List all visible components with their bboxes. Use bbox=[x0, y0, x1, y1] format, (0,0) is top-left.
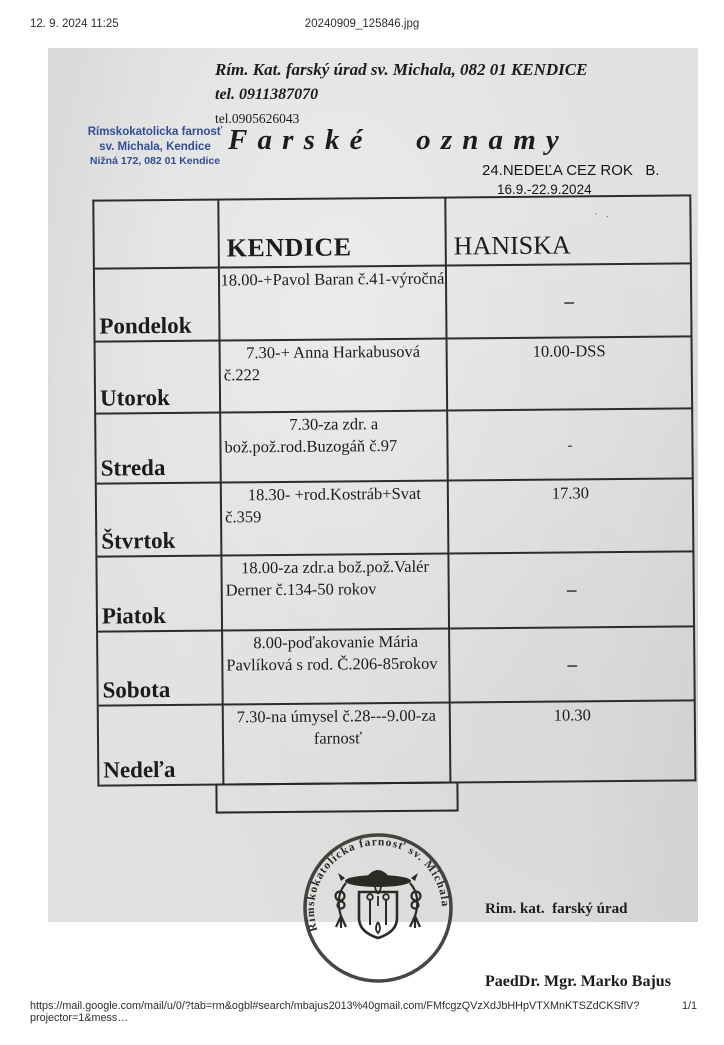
kendice-cell bbox=[221, 412, 449, 484]
seal-coat-of-arms bbox=[336, 870, 421, 938]
letterhead-phone1: tel. 0911387070 bbox=[215, 86, 319, 103]
day-label: Sobota bbox=[102, 676, 171, 703]
parish-stamp-line3: Nižná 172, 082 01 Kendice bbox=[89, 154, 221, 167]
kendice-cell bbox=[224, 704, 452, 786]
day-label: Piatok bbox=[101, 603, 166, 629]
liturgical-week: 24.NEDEĽA CEZ ROK B. bbox=[482, 162, 660, 179]
haniska-cell: 10.30 bbox=[451, 701, 697, 783]
mass-intention: 7.30-za zdr. a bbox=[289, 414, 379, 434]
mass-intention: 8.00-poďakovanie Mária bbox=[253, 631, 419, 653]
mass-intention-cont: č.359 bbox=[224, 506, 262, 527]
mass-intention-cont: Derner č.134-50 rokov bbox=[225, 578, 377, 600]
kendice-cell bbox=[221, 340, 449, 414]
table-row-day bbox=[99, 706, 225, 787]
haniska-cell: - bbox=[448, 409, 694, 481]
mass-intention-cont: Pavlíková s rod. Č.206-85rokov bbox=[226, 653, 438, 675]
haniska-cell: 10.00-DSS bbox=[448, 337, 694, 411]
table-row-day bbox=[95, 269, 221, 343]
table-row-day bbox=[98, 632, 224, 707]
haniska-cell: 17.30 bbox=[449, 479, 695, 554]
signature-name: PaedDr. Mgr. Marko Bajus bbox=[485, 973, 671, 991]
table-row-day bbox=[97, 484, 223, 558]
mass-intention: 18.00-+Pavol Baran č.41-výročná bbox=[220, 268, 445, 290]
signature-office: Rim. kat. farský úrad bbox=[485, 900, 628, 917]
parish-stamp bbox=[70, 125, 240, 169]
mass-intention: 18.00-za zdr.a bož.pož.Valér bbox=[241, 556, 430, 578]
scan-artifact-dots: · . bbox=[594, 209, 612, 221]
table-row-day bbox=[96, 342, 222, 415]
week-dates: 16.9.-22.9.2024 bbox=[497, 182, 592, 197]
header-cell-haniska bbox=[446, 196, 692, 266]
mass-schedule-table bbox=[92, 194, 697, 821]
letterhead-phone2: tel.0905626043 bbox=[215, 111, 300, 126]
parish-stamp-line2: sv. Michala, Kendice bbox=[99, 140, 211, 153]
table-row-day bbox=[97, 557, 223, 633]
day-label: Utorok bbox=[99, 384, 170, 411]
mass-intention: 7.30-na úmysel č.28---9.00-za bbox=[236, 705, 437, 727]
day-label: Pondelok bbox=[99, 312, 192, 339]
kendice-cell bbox=[222, 555, 450, 632]
print-source-url: https://mail.google.com/mail/u/0/?tab=rm&ogbl#search/mbajus2013%40gmail.com/FMfcgzQVzXdJbHHpVTXMnKTSZdCKSflV?projector=1&mess… bbox=[30, 1000, 640, 1024]
document-title: Farské oznamy bbox=[228, 124, 569, 156]
parish-seal bbox=[293, 823, 463, 993]
haniska-cell: – bbox=[449, 552, 695, 629]
print-datetime: 12. 9. 2024 11:25 bbox=[30, 18, 119, 30]
print-page-number: 1/1 bbox=[681, 1000, 697, 1012]
empty-bottom-cell bbox=[215, 781, 458, 813]
seal-ring-text: Rímskokatolícka farnosť sv. Michala bbox=[304, 836, 452, 933]
mass-intention-cont: bož.pož.rod.Buzogáň č.97 bbox=[224, 435, 398, 457]
kendice-cell bbox=[220, 267, 448, 342]
mass-intention-cont: farnosť bbox=[313, 728, 363, 748]
letterhead-line1: Rím. Kat. farský úrad sv. Michala, 082 01 KENDICE bbox=[215, 60, 588, 79]
haniska-cell: – bbox=[450, 627, 696, 703]
day-label: Štvrtok bbox=[101, 527, 176, 554]
column-header-haniska: HANISKA bbox=[453, 230, 571, 261]
print-filename: 20240909_125846.jpg bbox=[304, 18, 420, 30]
header-cell-kendice bbox=[219, 199, 447, 269]
kendice-cell bbox=[223, 630, 451, 706]
parish-stamp-line1: Rímskokatolicka farnosť bbox=[87, 126, 223, 138]
mass-intention: 7.30-+ Anna Harkabusová bbox=[246, 341, 421, 363]
day-label: Streda bbox=[100, 455, 166, 481]
haniska-cell: – bbox=[447, 264, 693, 339]
header-cell-day bbox=[94, 201, 220, 270]
scanned-document bbox=[48, 48, 698, 991]
mass-intention: 18.30- +rod.Kostráb+Svat bbox=[247, 483, 421, 505]
table-row-day bbox=[96, 414, 222, 485]
day-label: Nedeľa bbox=[103, 756, 176, 783]
kendice-cell bbox=[222, 482, 450, 557]
column-header-kendice: KENDICE bbox=[226, 232, 352, 263]
mass-intention-cont: č.222 bbox=[223, 364, 261, 385]
